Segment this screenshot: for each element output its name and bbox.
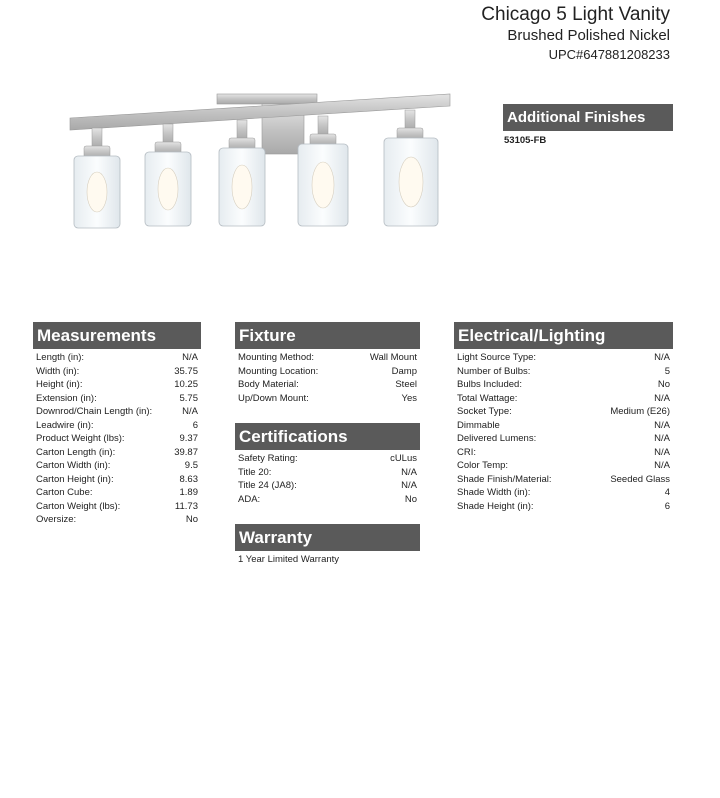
electrical-row-value: Seeded Glass	[610, 473, 670, 485]
shade-2	[145, 124, 191, 226]
electrical-row-value: N/A	[654, 352, 670, 363]
measurements-row	[33, 405, 201, 419]
measurements-header: Measurements	[33, 322, 201, 349]
measurements-row	[33, 351, 201, 365]
measurements-row-label: Product Weight (lbs):	[36, 433, 125, 444]
measurements-row	[33, 419, 201, 433]
electrical-row-value: N/A	[654, 433, 670, 444]
electrical-row-value: N/A	[654, 446, 670, 458]
certifications-row	[235, 452, 420, 466]
additional-finishes	[503, 104, 673, 146]
shade-1	[74, 128, 120, 228]
measurements-row	[33, 459, 201, 473]
measurements-row	[33, 392, 201, 406]
electrical-row-value: 4	[664, 487, 670, 498]
electrical-row-label: Total Wattage:	[457, 392, 518, 404]
electrical-row-label: Color Temp:	[457, 460, 509, 471]
measurements-row-value: N/A	[182, 406, 198, 417]
measurements-row	[33, 513, 201, 527]
product-finish: Brushed Polished Nickel	[507, 27, 670, 44]
measurements-row-value: No	[185, 514, 198, 525]
electrical-row	[454, 459, 673, 473]
fixture-row-value: Damp	[391, 365, 417, 377]
certifications-row-value: N/A	[401, 480, 417, 491]
fixture-row-value: Yes	[401, 392, 417, 404]
electrical-row-label: CRI:	[457, 446, 476, 458]
measurements-row-label: Width (in):	[36, 365, 80, 377]
certifications-row-label: Title 20:	[238, 466, 272, 478]
certifications-row	[235, 493, 420, 507]
measurements-row-value: 9.37	[179, 433, 198, 444]
electrical-row-label: Number of Bulbs:	[457, 365, 531, 377]
measurements-row-value: 35.75	[174, 365, 198, 377]
measurements-row	[33, 473, 201, 487]
measurements-row-label: Carton Width (in):	[36, 460, 111, 471]
measurements-row-value: 9.5	[184, 460, 198, 471]
measurements-row	[33, 432, 201, 446]
fixture-row	[235, 392, 420, 406]
electrical-row-value: N/A	[654, 419, 670, 431]
electrical-row-label: Delivered Lumens:	[457, 433, 537, 444]
measurements-row	[33, 378, 201, 392]
electrical-row-value: N/A	[654, 392, 670, 404]
measurements-row-value: 6	[192, 419, 198, 431]
fixture-row-label: Mounting Method:	[238, 352, 315, 363]
electrical-section	[454, 322, 673, 513]
product-upc: UPC#647881208233	[548, 47, 670, 62]
electrical-row-label: Shade Width (in):	[457, 487, 531, 498]
measurements-row-label: Leadwire (in):	[36, 419, 94, 431]
fixture-row	[235, 351, 420, 365]
electrical-row	[454, 446, 673, 460]
title-block	[481, 4, 670, 64]
fixture-row-value: Wall Mount	[369, 352, 417, 363]
measurements-row-label: Extension (in):	[36, 392, 97, 404]
electrical-row-label: Socket Type:	[457, 406, 512, 417]
electrical-row	[454, 473, 673, 487]
electrical-row	[454, 405, 673, 419]
electrical-table	[454, 351, 673, 513]
electrical-row-value: No	[657, 379, 670, 390]
certifications-row-label: Safety Rating:	[238, 453, 298, 464]
measurements-row	[33, 500, 201, 514]
shade-4	[298, 116, 348, 226]
measurements-row	[33, 486, 201, 500]
certifications-row	[235, 466, 420, 480]
fixture-section	[235, 322, 420, 405]
electrical-row-value: 6	[664, 500, 670, 512]
electrical-row-value: N/A	[654, 460, 670, 471]
certifications-section	[235, 423, 420, 506]
electrical-row-value: 5	[664, 365, 670, 377]
finish-sku: 53105-FB	[504, 135, 547, 146]
electrical-row	[454, 392, 673, 406]
electrical-row-label: Bulbs Included:	[457, 379, 522, 390]
electrical-row-label: Shade Finish/Material:	[457, 473, 552, 485]
fixture-table	[235, 351, 420, 405]
measurements-row-value: 39.87	[174, 446, 198, 458]
electrical-header: Electrical/Lighting	[454, 322, 673, 349]
warranty-text: 1 Year Limited Warranty	[238, 554, 340, 565]
certifications-row-label: ADA:	[238, 493, 261, 505]
fixture-row-label: Up/Down Mount:	[238, 392, 309, 404]
electrical-row	[454, 419, 673, 433]
fixture-row	[235, 378, 420, 392]
product-image	[62, 88, 457, 238]
certifications-row-value: cULus	[390, 453, 417, 464]
fixture-row-label: Body Material:	[238, 379, 299, 390]
electrical-row-label: Light Source Type:	[457, 352, 537, 363]
electrical-row	[454, 351, 673, 365]
certifications-table	[235, 452, 420, 506]
fixture-row	[235, 365, 420, 379]
measurements-table	[33, 351, 201, 527]
certifications-header: Certifications	[235, 423, 420, 450]
electrical-row	[454, 500, 673, 514]
product-name: Chicago 5 Light Vanity	[481, 4, 670, 25]
fixture-row-label: Mounting Location:	[238, 365, 319, 377]
electrical-row-label: Dimmable	[457, 419, 500, 431]
certifications-row-value: No	[404, 493, 417, 505]
electrical-row-value: Medium (E26)	[610, 406, 670, 417]
measurements-row-label: Oversize:	[36, 514, 77, 525]
warranty-header: Warranty	[235, 524, 420, 551]
electrical-row	[454, 432, 673, 446]
electrical-row	[454, 365, 673, 379]
certifications-row	[235, 479, 420, 493]
shade-3	[219, 120, 265, 226]
certifications-row-label: Title 24 (JA8):	[238, 480, 297, 491]
measurements-row-value: 1.89	[179, 487, 198, 498]
certifications-row-value: N/A	[401, 466, 417, 478]
electrical-row	[454, 486, 673, 500]
measurements-row-value: N/A	[182, 352, 198, 363]
measurements-row-label: Downrod/Chain Length (in):	[36, 406, 153, 417]
measurements-row-label: Height (in):	[36, 379, 83, 390]
measurements-row-label: Length (in):	[36, 352, 85, 363]
shade-5	[384, 110, 438, 226]
fixture-header: Fixture	[235, 322, 420, 349]
measurements-row-value: 10.25	[174, 379, 198, 390]
measurements-section	[33, 322, 201, 527]
measurements-row	[33, 446, 201, 460]
measurements-row-label: Carton Height (in):	[36, 473, 114, 485]
measurements-row	[33, 365, 201, 379]
electrical-row-label: Shade Height (in):	[457, 500, 534, 512]
measurements-row-value: 5.75	[179, 392, 198, 404]
measurements-row-value: 8.63	[179, 473, 198, 485]
measurements-row-label: Carton Weight (lbs):	[36, 500, 121, 512]
warranty-section	[235, 524, 420, 565]
electrical-row	[454, 378, 673, 392]
additional-finishes-header: Additional Finishes	[503, 104, 673, 131]
measurements-row-label: Carton Cube:	[36, 487, 93, 498]
measurements-row-label: Carton Length (in):	[36, 446, 116, 458]
measurements-row-value: 11.73	[174, 500, 198, 512]
fixture-row-value: Steel	[395, 379, 417, 390]
